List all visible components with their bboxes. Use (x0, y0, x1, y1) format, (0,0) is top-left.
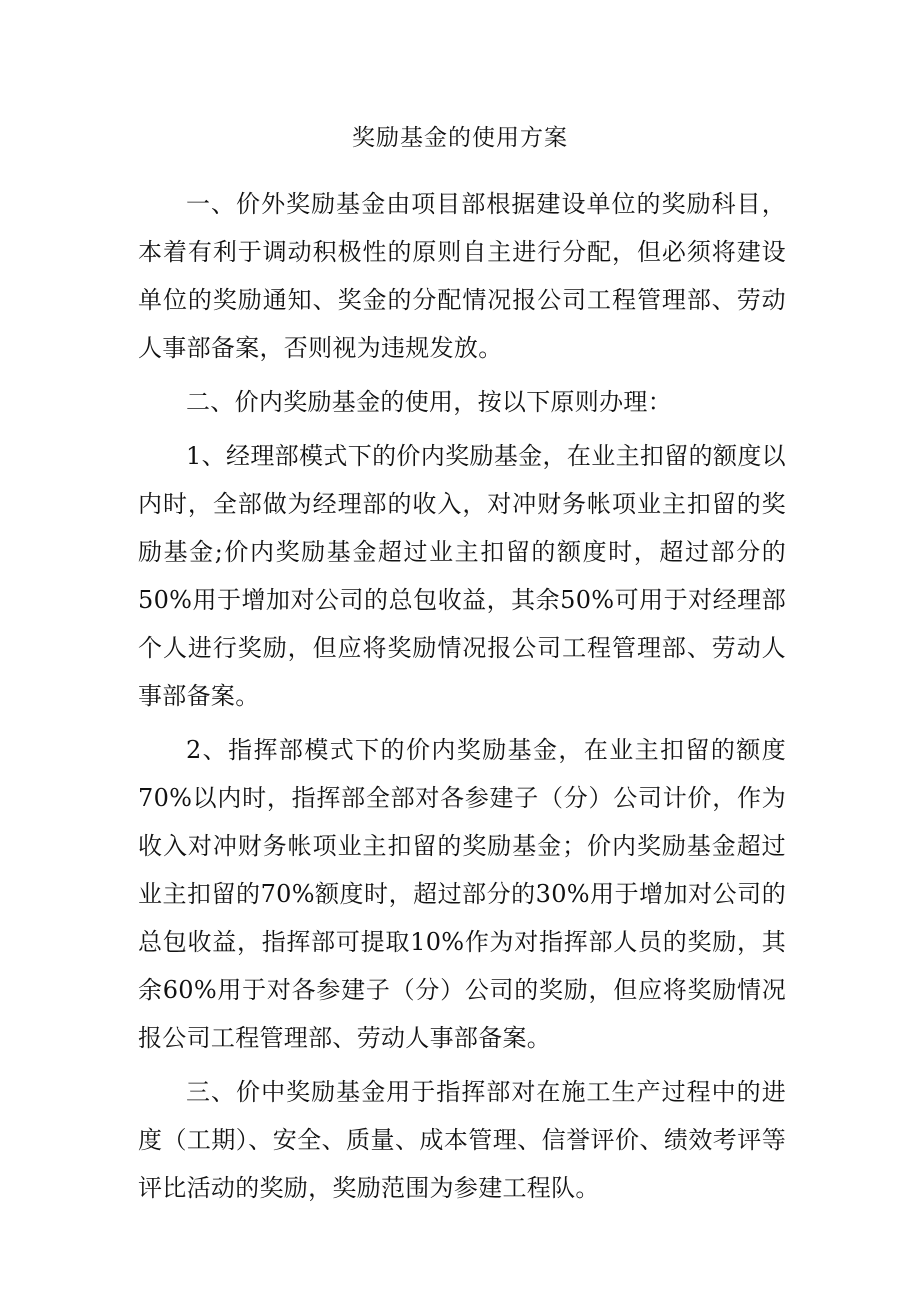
document-title: 奖励基金的使用方案 (352, 125, 568, 151)
paragraph-section-3: 三、价中奖励基金用于指挥部对在施工生产过程中的进度（工期）、安全、质量、成本管理、信誉评价、绩效考评等评比活动的奖励，奖励范围为参建工程队。 (138, 1078, 786, 1202)
document-body (138, 180, 786, 1218)
paragraph-item-2: 2、指挥部模式下的价内奖励基金，在业主扣留的额度70%以内时，指挥部全部对各参建子（分）公司计价，作为收入对冲财务帐项业主扣留的奖励基金；价内奖励基金超过业主扣留的70%额度时，超过部分的30%用于增加对公司的总包收益，指挥部可提取10%作为对指挥部人员的奖励，其余60%用于对各参建子（分）公司的奖励，但应将奖励情况报公司工程管理部、劳动人事部备案。 (138, 736, 786, 1052)
paragraph-section-2: 二、价内奖励基金的使用，按以下原则办理： (186, 388, 672, 416)
paragraph-section-1: 一、价外奖励基金由项目部根据建设单位的奖励科目，本着有利于调动积极性的原则自主进行分配，但必须将建设单位的奖励通知、奖金的分配情况报公司工程管理部、劳动人事部备案，否则视为违规发放。 (138, 190, 786, 362)
paragraph-item-1: 1、经理部模式下的价内奖励基金，在业主扣留的额度以内时，全部做为经理部的收入，对冲财务帐项业主扣留的奖励基金;价内奖励基金超过业主扣留的额度时，超过部分的50%用于增加对公司的总包收益，其余50%可用于对经理部个人进行奖励，但应将奖励情况报公司工程管理部、劳动人事部备案。 (138, 442, 786, 710)
